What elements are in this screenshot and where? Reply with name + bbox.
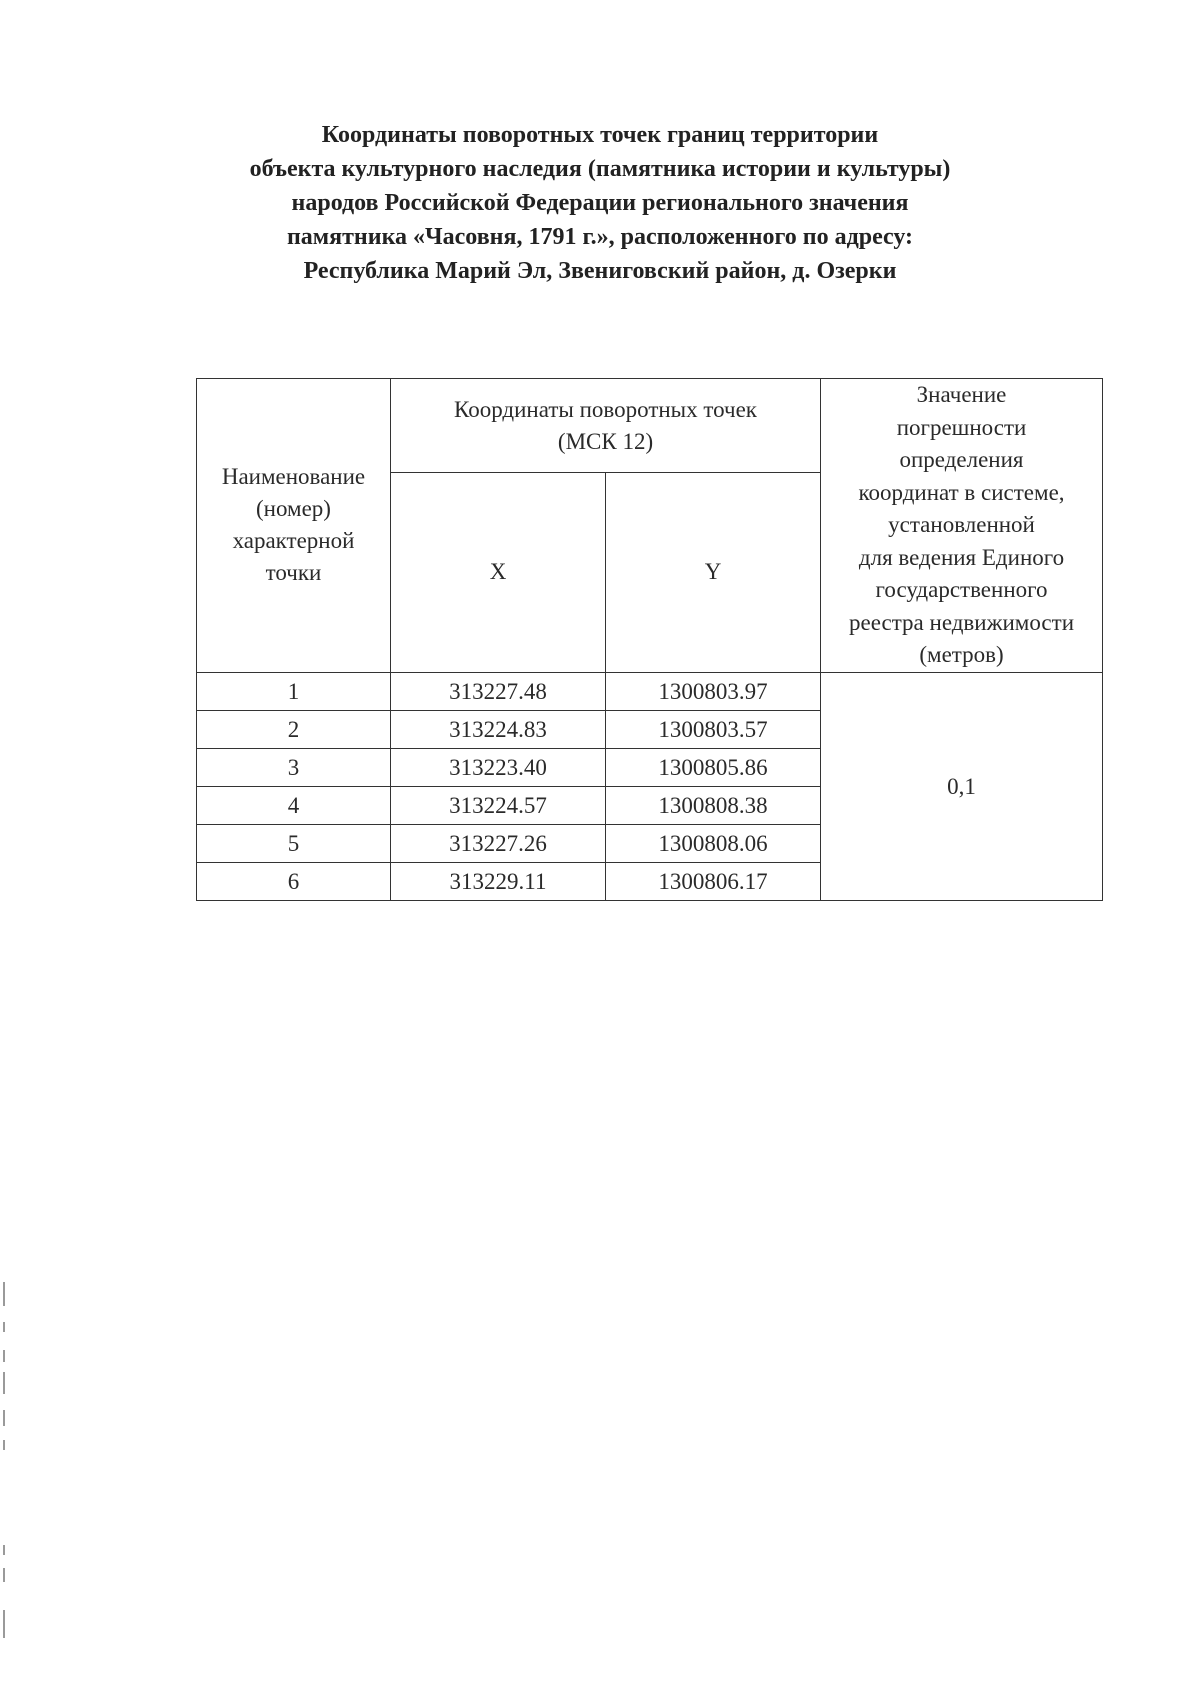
title-line: народов Российской Федерации регионального значения (291, 190, 909, 216)
coordinates-table (196, 378, 1103, 901)
header-text-line: (МСК 12) (557, 428, 654, 454)
header-text-line: погрешности (896, 414, 1027, 440)
point-number-cell: 1 (197, 672, 391, 710)
y-coordinate-cell: 1300803.57 (606, 710, 821, 748)
x-coordinate-cell: 313224.57 (391, 786, 606, 824)
title-line: Республика Марий Эл, Звениговский район, д. Озерки (303, 258, 897, 284)
header-text-line: координат в системе, (858, 479, 1065, 505)
point-number-cell: 4 (197, 786, 391, 824)
scan-artifact (3, 1282, 5, 1306)
header-text-line: Значение (916, 382, 1007, 407)
y-coordinate-cell: 1300806.17 (606, 862, 821, 900)
header-text-line: установленной (888, 512, 1035, 537)
scan-artifact (3, 1610, 5, 1638)
x-coordinate-cell: 313227.26 (391, 824, 606, 862)
header-text-line: Наименование (221, 464, 366, 490)
table-header-row (197, 379, 1103, 473)
scan-artifact (3, 1322, 5, 1332)
scan-artifact (3, 1440, 5, 1450)
header-x: X (391, 473, 606, 672)
header-text-line: точки (265, 560, 322, 586)
header-coordinates-group (391, 379, 821, 473)
header-text-line: определения (899, 447, 1024, 472)
header-text-line: реестра недвижимости (849, 609, 1074, 635)
point-number-cell: 6 (197, 862, 391, 900)
header-text-line: для ведения Единого (858, 544, 1065, 570)
scan-artifact (3, 1372, 5, 1394)
scan-artifact (3, 1350, 5, 1362)
x-coordinate-cell: 313227.48 (391, 672, 606, 710)
x-coordinate-cell: 313223.40 (391, 748, 606, 786)
title-line: памятника «Часовня, 1791 г.», расположенного по адресу: (286, 224, 914, 250)
header-y: Y (606, 473, 821, 672)
y-coordinate-cell: 1300808.06 (606, 824, 821, 862)
header-text-line: (номер) (256, 496, 331, 522)
point-number-cell: 3 (197, 748, 391, 786)
point-number-cell: 2 (197, 710, 391, 748)
scan-artifact (3, 1545, 5, 1555)
x-coordinate-cell: 313229.11 (391, 862, 606, 900)
y-coordinate-cell: 1300803.97 (606, 672, 821, 710)
point-number-cell: 5 (197, 824, 391, 862)
header-point-name (197, 379, 391, 673)
document-title (150, 118, 1050, 288)
header-text-line: Координаты поворотных точек (454, 396, 757, 422)
scan-artifact (3, 1410, 5, 1426)
header-accuracy (821, 379, 1103, 673)
title-line: Координаты поворотных точек границ территории (321, 122, 879, 148)
y-coordinate-cell: 1300805.86 (606, 748, 821, 786)
header-text-line: государственного (875, 577, 1048, 602)
header-text-line: (метров) (919, 642, 1004, 667)
header-text-line: характерной (232, 528, 355, 554)
accuracy-value-cell: 0,1 (821, 672, 1103, 900)
y-coordinate-cell: 1300808.38 (606, 786, 821, 824)
scan-artifact (3, 1568, 5, 1582)
x-coordinate-cell: 313224.83 (391, 710, 606, 748)
table-row (197, 672, 1103, 710)
title-line: объекта культурного наследия (памятника истории и культуры) (249, 156, 951, 182)
